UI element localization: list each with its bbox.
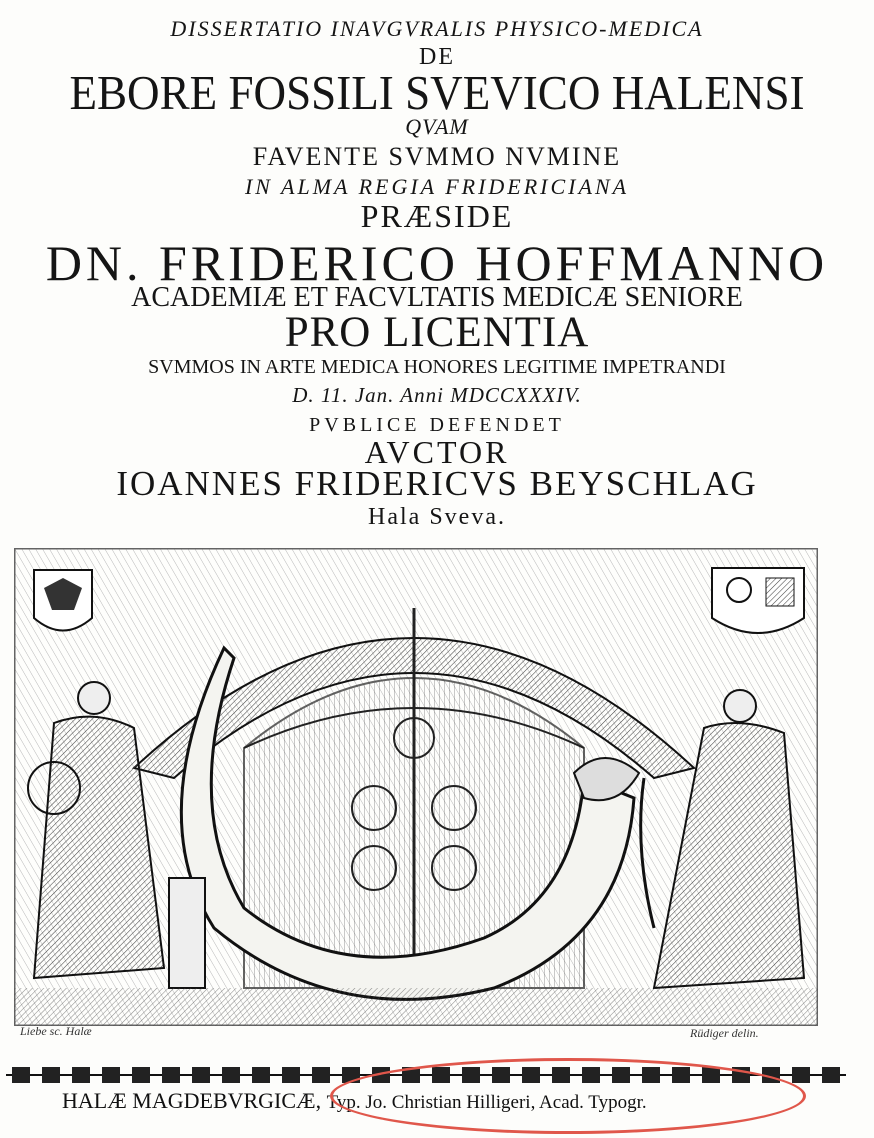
president-title: ACADEMIÆ ET FACVLTATIS MEDICÆ SENIORE	[131, 282, 743, 313]
engraver-signature: Liebe sc. Halæ	[20, 1024, 92, 1038]
eagle-coat-of-arms	[34, 570, 92, 631]
highlight-ellipse	[330, 1058, 806, 1134]
ornament-unit	[42, 1067, 60, 1083]
preposition-de: DE	[419, 44, 455, 70]
president-name: DN. FRIDERICO HOFFMANNO	[45, 235, 829, 291]
dissertation-heading: DISSERTATIO INAVGVRALIS PHYSICO-MEDICA	[170, 16, 704, 41]
university-line: IN ALMA REGIA FRIDERICIANA	[244, 174, 630, 199]
main-title: EBORE FOSSILI SVEVICO HALENSI	[69, 65, 805, 120]
imprint-printer: Typ. Jo. Christian Hilligeri, Acad. Typogr.	[326, 1092, 647, 1113]
ornament-unit	[162, 1067, 180, 1083]
author-name: IOANNES FRIDERICVS BEYSCHLAG	[116, 464, 758, 503]
ornament-unit	[822, 1067, 840, 1083]
favente-line: FAVENTE SVMMO NVMINE	[252, 142, 622, 171]
honores-line: SVMMOS IN ARTE MEDICA HONORES LEGITIME IMPETRANDI	[148, 356, 726, 378]
date-line: D. 11. Jan. Anni MDCCXXXIV.	[292, 383, 582, 407]
ornament-unit	[72, 1067, 90, 1083]
pro-licentia: PRO LICENTIA	[284, 309, 590, 356]
auctor-line: AVCTOR	[364, 434, 510, 470]
ornament-unit	[12, 1067, 30, 1083]
ornament-unit	[132, 1067, 150, 1083]
ornament-unit	[792, 1067, 810, 1083]
defendet-line: PVBLICE DEFENDET	[309, 414, 565, 436]
quam-line: QVAM	[405, 114, 469, 139]
ornament-unit	[252, 1067, 270, 1083]
shields-coat-of-arms	[712, 568, 804, 633]
ornament-unit	[312, 1067, 330, 1083]
engraving-illustration	[14, 548, 818, 1026]
imprint-city: HALÆ MAGDEBVRGICÆ,	[62, 1088, 322, 1113]
ornament-unit	[282, 1067, 300, 1083]
draftsman-signature: Rüdiger delin.	[690, 1026, 759, 1040]
ornament-unit	[222, 1067, 240, 1083]
ornament-unit	[192, 1067, 210, 1083]
author-origin: Hala Sveva.	[368, 504, 506, 530]
praeside-line: PRÆSIDE	[360, 198, 514, 234]
ornament-unit	[102, 1067, 120, 1083]
